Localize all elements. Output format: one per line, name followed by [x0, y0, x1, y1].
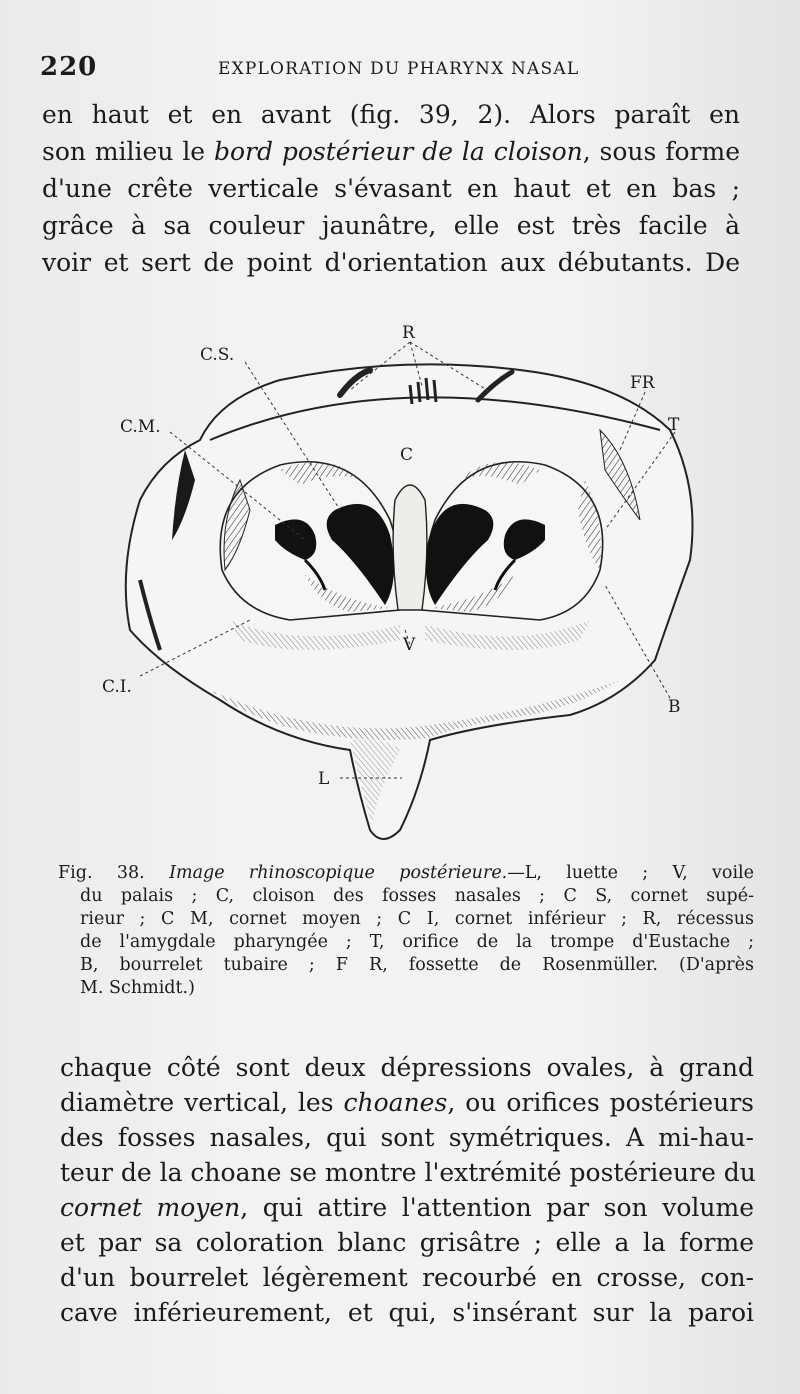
text-line: diamètre vertical, les choanes, ou orifices postérieurs — [60, 1088, 754, 1117]
figure-number: Fig. 38. — [58, 863, 145, 883]
text-line: et par sa coloration blanc grisâtre ; elle a la forme — [60, 1228, 754, 1257]
label-ci: C.I. — [102, 677, 132, 697]
label-fr: FR — [630, 373, 655, 393]
running-title: EXPLORATION DU PHARYNX NASAL — [218, 59, 580, 79]
label-c: C — [400, 445, 414, 465]
figure-title: Image rhinoscopique postérieure. — [169, 863, 508, 883]
label-r: R — [402, 323, 415, 343]
label-t: T — [668, 415, 680, 435]
text-line: cave inférieurement, et qui, s'insérant sur la paroi — [60, 1298, 754, 1327]
text-line: teur de la choane se montre l'extrémité postérieure du — [60, 1158, 756, 1187]
caption-line: de l'amygdale pharyngée ; T, orifice de la trompe d'Eustache ; — [80, 932, 754, 952]
label-v: V — [403, 635, 416, 655]
text-line: en haut et en avant (fig. 39, 2). Alors paraît en — [42, 100, 740, 129]
text-line: cornet moyen, qui attire l'attention par son volume — [60, 1193, 754, 1222]
label-l: L — [318, 769, 330, 789]
caption-line: du palais ; C, cloison des fosses nasales ; C S, cornet supé- — [80, 886, 754, 906]
rhinoscopic-illustration — [100, 320, 720, 850]
nasal-septum — [393, 485, 427, 610]
page-header — [40, 52, 760, 84]
text-line: grâce à sa couleur jaunâtre, elle est très facile à — [42, 211, 740, 240]
caption-line: Fig. 38. Image rhinoscopique postérieure.—L, luette ; V, voile — [58, 863, 755, 883]
italic-term: choanes — [343, 1088, 448, 1117]
text-line: d'un bourrelet légèrement recourbé en crosse, con- — [60, 1263, 754, 1292]
caption-line: B, bourrelet tubaire ; F R, fossette de Rosenmüller. (D'après — [80, 955, 754, 975]
label-cs: C.S. — [200, 345, 235, 365]
italic-term: bord postérieur de la cloison — [213, 137, 583, 166]
text-line: des fosses nasales, qui sont symétriques. A mi-hau- — [60, 1123, 754, 1152]
text-line: d'une crête verticale s'évasant en haut et en bas ; — [42, 174, 740, 203]
text-line: son milieu le bord postérieur de la cloison, sous forme — [42, 137, 740, 166]
label-b: B — [668, 697, 681, 717]
text-line: voir et sert de point d'orientation aux débutants. De — [42, 248, 740, 277]
paragraph-top — [42, 96, 740, 281]
page-number: 220 — [40, 52, 98, 82]
text-line: chaque côté sont deux dépressions ovales, à grand — [60, 1053, 754, 1082]
caption-line: rieur ; C M, cornet moyen ; C I, cornet inférieur ; R, récessus — [80, 909, 754, 929]
caption-line: M. Schmidt.) — [80, 978, 195, 998]
figure-caption — [58, 862, 754, 1000]
italic-term: cornet moyen — [60, 1193, 241, 1222]
label-cm: C.M. — [120, 417, 161, 437]
paragraph-bottom — [60, 1050, 754, 1330]
